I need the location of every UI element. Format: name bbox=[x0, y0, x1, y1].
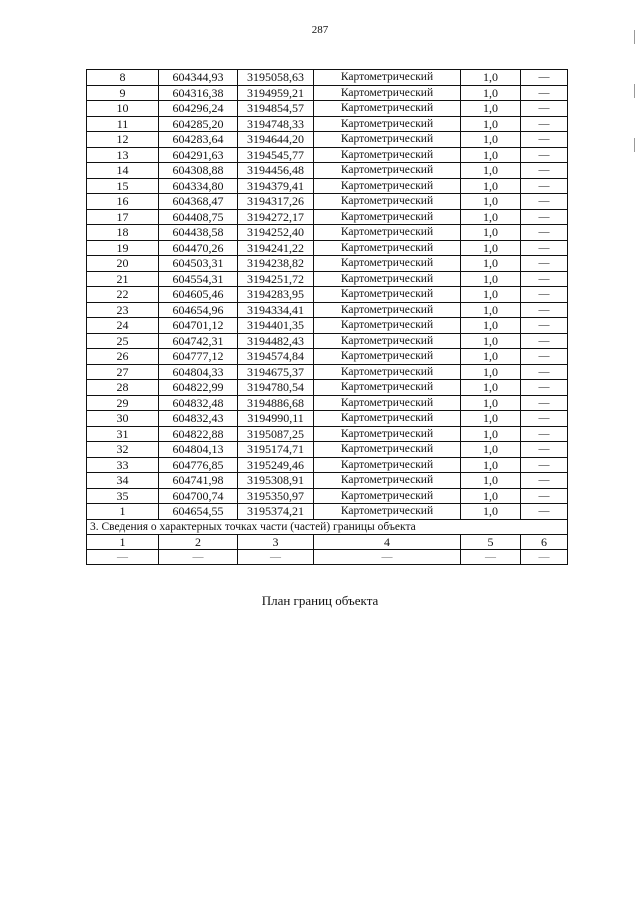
description-cell: — bbox=[521, 364, 568, 380]
description-cell: — bbox=[521, 333, 568, 349]
description-cell: — bbox=[521, 473, 568, 489]
description-cell: — bbox=[521, 426, 568, 442]
point-number-cell: 35 bbox=[87, 488, 159, 504]
table-row bbox=[87, 256, 568, 272]
description-cell: — bbox=[521, 395, 568, 411]
y-coordinate-cell: 3194675,37 bbox=[238, 364, 314, 380]
y-coordinate-cell: 3194241,22 bbox=[238, 240, 314, 256]
description-cell: — bbox=[521, 442, 568, 458]
x-coordinate-cell: 604285,20 bbox=[159, 116, 238, 132]
method-cell: Картометрический bbox=[314, 225, 461, 241]
accuracy-cell: 1,0 bbox=[461, 163, 521, 179]
x-coordinate-cell: 604470,26 bbox=[159, 240, 238, 256]
description-cell: — bbox=[521, 178, 568, 194]
description-cell: — bbox=[521, 457, 568, 473]
y-coordinate-cell: 3194238,82 bbox=[238, 256, 314, 272]
table-row bbox=[87, 116, 568, 132]
y-coordinate-cell: 3194748,33 bbox=[238, 116, 314, 132]
y-coordinate-cell: 3194252,40 bbox=[238, 225, 314, 241]
table-row bbox=[87, 85, 568, 101]
x-coordinate-cell: 604291,63 bbox=[159, 147, 238, 163]
method-cell: Картометрический bbox=[314, 101, 461, 117]
x-coordinate-cell: 604700,74 bbox=[159, 488, 238, 504]
x-coordinate-cell: 604408,75 bbox=[159, 209, 238, 225]
accuracy-cell: 1,0 bbox=[461, 70, 521, 86]
x-coordinate-cell: 604804,13 bbox=[159, 442, 238, 458]
method-cell: Картометрический bbox=[314, 395, 461, 411]
point-number-cell: 18 bbox=[87, 225, 159, 241]
point-number-cell: 31 bbox=[87, 426, 159, 442]
description-cell: — bbox=[521, 225, 568, 241]
description-cell: — bbox=[521, 209, 568, 225]
point-number-cell: 27 bbox=[87, 364, 159, 380]
empty-cell: — bbox=[238, 550, 314, 565]
table-row bbox=[87, 442, 568, 458]
description-cell: — bbox=[521, 240, 568, 256]
empty-cell: — bbox=[159, 550, 238, 565]
accuracy-cell: 1,0 bbox=[461, 411, 521, 427]
y-coordinate-cell: 3194644,20 bbox=[238, 132, 314, 148]
y-coordinate-cell: 3195087,25 bbox=[238, 426, 314, 442]
description-cell: — bbox=[521, 101, 568, 117]
table-row bbox=[87, 225, 568, 241]
x-coordinate-cell: 604654,55 bbox=[159, 504, 238, 520]
method-cell: Картометрический bbox=[314, 473, 461, 489]
point-number-cell: 32 bbox=[87, 442, 159, 458]
y-coordinate-cell: 3194401,35 bbox=[238, 318, 314, 334]
empty-cell: — bbox=[461, 550, 521, 565]
description-cell: — bbox=[521, 488, 568, 504]
y-coordinate-cell: 3194334,41 bbox=[238, 302, 314, 318]
table-body bbox=[87, 70, 568, 565]
section-title-row bbox=[87, 519, 568, 535]
x-coordinate-cell: 604654,96 bbox=[159, 302, 238, 318]
description-cell: — bbox=[521, 85, 568, 101]
description-cell: — bbox=[521, 349, 568, 365]
y-coordinate-cell: 3195249,46 bbox=[238, 457, 314, 473]
accuracy-cell: 1,0 bbox=[461, 178, 521, 194]
x-coordinate-cell: 604832,43 bbox=[159, 411, 238, 427]
point-number-cell: 23 bbox=[87, 302, 159, 318]
x-coordinate-cell: 604741,98 bbox=[159, 473, 238, 489]
accuracy-cell: 1,0 bbox=[461, 488, 521, 504]
method-cell: Картометрический bbox=[314, 85, 461, 101]
description-cell: — bbox=[521, 132, 568, 148]
method-cell: Картометрический bbox=[314, 442, 461, 458]
point-number-cell: 28 bbox=[87, 380, 159, 396]
point-number-cell: 12 bbox=[87, 132, 159, 148]
x-coordinate-cell: 604605,46 bbox=[159, 287, 238, 303]
point-number-cell: 10 bbox=[87, 101, 159, 117]
description-cell: — bbox=[521, 194, 568, 210]
point-number-cell: 20 bbox=[87, 256, 159, 272]
table-row bbox=[87, 287, 568, 303]
table-row bbox=[87, 271, 568, 287]
table-row bbox=[87, 70, 568, 86]
page-number: 287 bbox=[311, 24, 329, 36]
y-coordinate-cell: 3194886,68 bbox=[238, 395, 314, 411]
y-coordinate-cell: 3194317,26 bbox=[238, 194, 314, 210]
y-coordinate-cell: 3194854,57 bbox=[238, 101, 314, 117]
method-cell: Картометрический bbox=[314, 380, 461, 396]
table-row bbox=[87, 163, 568, 179]
column-number-cell: 6 bbox=[521, 535, 568, 550]
y-coordinate-cell: 3194272,17 bbox=[238, 209, 314, 225]
point-number-cell: 25 bbox=[87, 333, 159, 349]
y-coordinate-cell: 3195058,63 bbox=[238, 70, 314, 86]
table-row bbox=[87, 364, 568, 380]
accuracy-cell: 1,0 bbox=[461, 225, 521, 241]
y-coordinate-cell: 3194251,72 bbox=[238, 271, 314, 287]
y-coordinate-cell: 3194379,41 bbox=[238, 178, 314, 194]
method-cell: Картометрический bbox=[314, 256, 461, 272]
accuracy-cell: 1,0 bbox=[461, 85, 521, 101]
y-coordinate-cell: 3195350,97 bbox=[238, 488, 314, 504]
table-row bbox=[87, 395, 568, 411]
table-row bbox=[87, 504, 568, 520]
x-coordinate-cell: 604344,93 bbox=[159, 70, 238, 86]
column-number-cell: 4 bbox=[314, 535, 461, 550]
y-coordinate-cell: 3194574,84 bbox=[238, 349, 314, 365]
method-cell: Картометрический bbox=[314, 178, 461, 194]
accuracy-cell: 1,0 bbox=[461, 271, 521, 287]
y-coordinate-cell: 3194482,43 bbox=[238, 333, 314, 349]
x-coordinate-cell: 604316,38 bbox=[159, 85, 238, 101]
accuracy-cell: 1,0 bbox=[461, 194, 521, 210]
method-cell: Картометрический bbox=[314, 194, 461, 210]
table-row bbox=[87, 209, 568, 225]
table-row bbox=[87, 240, 568, 256]
table-row bbox=[87, 333, 568, 349]
method-cell: Картометрический bbox=[314, 364, 461, 380]
method-cell: Картометрический bbox=[314, 163, 461, 179]
point-number-cell: 11 bbox=[87, 116, 159, 132]
point-number-cell: 15 bbox=[87, 178, 159, 194]
method-cell: Картометрический bbox=[314, 147, 461, 163]
table-row bbox=[87, 178, 568, 194]
point-number-cell: 9 bbox=[87, 85, 159, 101]
description-cell: — bbox=[521, 116, 568, 132]
method-cell: Картометрический bbox=[314, 240, 461, 256]
table-row bbox=[87, 380, 568, 396]
point-number-cell: 29 bbox=[87, 395, 159, 411]
accuracy-cell: 1,0 bbox=[461, 333, 521, 349]
point-number-cell: 17 bbox=[87, 209, 159, 225]
accuracy-cell: 1,0 bbox=[461, 426, 521, 442]
accuracy-cell: 1,0 bbox=[461, 256, 521, 272]
x-coordinate-cell: 604334,80 bbox=[159, 178, 238, 194]
method-cell: Картометрический bbox=[314, 488, 461, 504]
x-coordinate-cell: 604742,31 bbox=[159, 333, 238, 349]
x-coordinate-cell: 604503,31 bbox=[159, 256, 238, 272]
y-coordinate-cell: 3194990,11 bbox=[238, 411, 314, 427]
point-number-cell: 22 bbox=[87, 287, 159, 303]
y-coordinate-cell: 3194456,48 bbox=[238, 163, 314, 179]
description-cell: — bbox=[521, 504, 568, 520]
accuracy-cell: 1,0 bbox=[461, 240, 521, 256]
description-cell: — bbox=[521, 163, 568, 179]
plan-title: План границ объекта bbox=[261, 593, 379, 608]
x-coordinate-cell: 604438,58 bbox=[159, 225, 238, 241]
accuracy-cell: 1,0 bbox=[461, 302, 521, 318]
x-coordinate-cell: 604296,24 bbox=[159, 101, 238, 117]
x-coordinate-cell: 604308,88 bbox=[159, 163, 238, 179]
y-coordinate-cell: 3195174,71 bbox=[238, 442, 314, 458]
table-row bbox=[87, 411, 568, 427]
accuracy-cell: 1,0 bbox=[461, 504, 521, 520]
empty-cell: — bbox=[521, 550, 568, 565]
accuracy-cell: 1,0 bbox=[461, 318, 521, 334]
description-cell: — bbox=[521, 411, 568, 427]
x-coordinate-cell: 604822,99 bbox=[159, 380, 238, 396]
description-cell: — bbox=[521, 318, 568, 334]
method-cell: Картометрический bbox=[314, 70, 461, 86]
method-cell: Картометрический bbox=[314, 271, 461, 287]
y-coordinate-cell: 3195374,21 bbox=[238, 504, 314, 520]
column-number-cell: 1 bbox=[87, 535, 159, 550]
accuracy-cell: 1,0 bbox=[461, 287, 521, 303]
x-coordinate-cell: 604368,47 bbox=[159, 194, 238, 210]
y-coordinate-cell: 3194780,54 bbox=[238, 380, 314, 396]
y-coordinate-cell: 3194283,95 bbox=[238, 287, 314, 303]
table-row bbox=[87, 132, 568, 148]
y-coordinate-cell: 3195308,91 bbox=[238, 473, 314, 489]
point-number-cell: 14 bbox=[87, 163, 159, 179]
x-coordinate-cell: 604822,88 bbox=[159, 426, 238, 442]
y-coordinate-cell: 3194545,77 bbox=[238, 147, 314, 163]
accuracy-cell: 1,0 bbox=[461, 364, 521, 380]
accuracy-cell: 1,0 bbox=[461, 132, 521, 148]
empty-row bbox=[87, 550, 568, 565]
table-row bbox=[87, 101, 568, 117]
table-row bbox=[87, 426, 568, 442]
table-row bbox=[87, 302, 568, 318]
accuracy-cell: 1,0 bbox=[461, 101, 521, 117]
point-number-cell: 16 bbox=[87, 194, 159, 210]
method-cell: Картометрический bbox=[314, 116, 461, 132]
x-coordinate-cell: 604804,33 bbox=[159, 364, 238, 380]
accuracy-cell: 1,0 bbox=[461, 209, 521, 225]
point-number-cell: 30 bbox=[87, 411, 159, 427]
column-number-cell: 3 bbox=[238, 535, 314, 550]
point-number-cell: 8 bbox=[87, 70, 159, 86]
accuracy-cell: 1,0 bbox=[461, 380, 521, 396]
description-cell: — bbox=[521, 302, 568, 318]
method-cell: Картометрический bbox=[314, 426, 461, 442]
section-title: 3. Сведения о характерных точках части (частей) границы объекта bbox=[87, 519, 568, 535]
description-cell: — bbox=[521, 256, 568, 272]
point-number-cell: 1 bbox=[87, 504, 159, 520]
x-coordinate-cell: 604832,48 bbox=[159, 395, 238, 411]
table-row bbox=[87, 488, 568, 504]
point-number-cell: 24 bbox=[87, 318, 159, 334]
empty-cell: — bbox=[87, 550, 159, 565]
table-row bbox=[87, 194, 568, 210]
empty-cell: — bbox=[314, 550, 461, 565]
scan-edge-marks bbox=[634, 30, 636, 230]
table-row bbox=[87, 318, 568, 334]
method-cell: Картометрический bbox=[314, 411, 461, 427]
point-number-cell: 19 bbox=[87, 240, 159, 256]
method-cell: Картометрический bbox=[314, 287, 461, 303]
description-cell: — bbox=[521, 147, 568, 163]
method-cell: Картометрический bbox=[314, 132, 461, 148]
column-number-cell: 5 bbox=[461, 535, 521, 550]
x-coordinate-cell: 604701,12 bbox=[159, 318, 238, 334]
column-number-row bbox=[87, 535, 568, 550]
description-cell: — bbox=[521, 380, 568, 396]
point-number-cell: 34 bbox=[87, 473, 159, 489]
method-cell: Картометрический bbox=[314, 318, 461, 334]
boundary-points-table bbox=[86, 69, 568, 565]
point-number-cell: 33 bbox=[87, 457, 159, 473]
method-cell: Картометрический bbox=[314, 457, 461, 473]
method-cell: Картометрический bbox=[314, 349, 461, 365]
table-row bbox=[87, 457, 568, 473]
accuracy-cell: 1,0 bbox=[461, 473, 521, 489]
x-coordinate-cell: 604776,85 bbox=[159, 457, 238, 473]
x-coordinate-cell: 604777,12 bbox=[159, 349, 238, 365]
accuracy-cell: 1,0 bbox=[461, 116, 521, 132]
description-cell: — bbox=[521, 271, 568, 287]
x-coordinate-cell: 604554,31 bbox=[159, 271, 238, 287]
table-row bbox=[87, 147, 568, 163]
accuracy-cell: 1,0 bbox=[461, 349, 521, 365]
point-number-cell: 21 bbox=[87, 271, 159, 287]
point-number-cell: 26 bbox=[87, 349, 159, 365]
table-row bbox=[87, 349, 568, 365]
point-number-cell: 13 bbox=[87, 147, 159, 163]
x-coordinate-cell: 604283,64 bbox=[159, 132, 238, 148]
method-cell: Картометрический bbox=[314, 333, 461, 349]
y-coordinate-cell: 3194959,21 bbox=[238, 85, 314, 101]
accuracy-cell: 1,0 bbox=[461, 395, 521, 411]
accuracy-cell: 1,0 bbox=[461, 457, 521, 473]
method-cell: Картометрический bbox=[314, 302, 461, 318]
description-cell: — bbox=[521, 70, 568, 86]
accuracy-cell: 1,0 bbox=[461, 442, 521, 458]
column-number-cell: 2 bbox=[159, 535, 238, 550]
table-row bbox=[87, 473, 568, 489]
description-cell: — bbox=[521, 287, 568, 303]
method-cell: Картометрический bbox=[314, 504, 461, 520]
method-cell: Картометрический bbox=[314, 209, 461, 225]
accuracy-cell: 1,0 bbox=[461, 147, 521, 163]
